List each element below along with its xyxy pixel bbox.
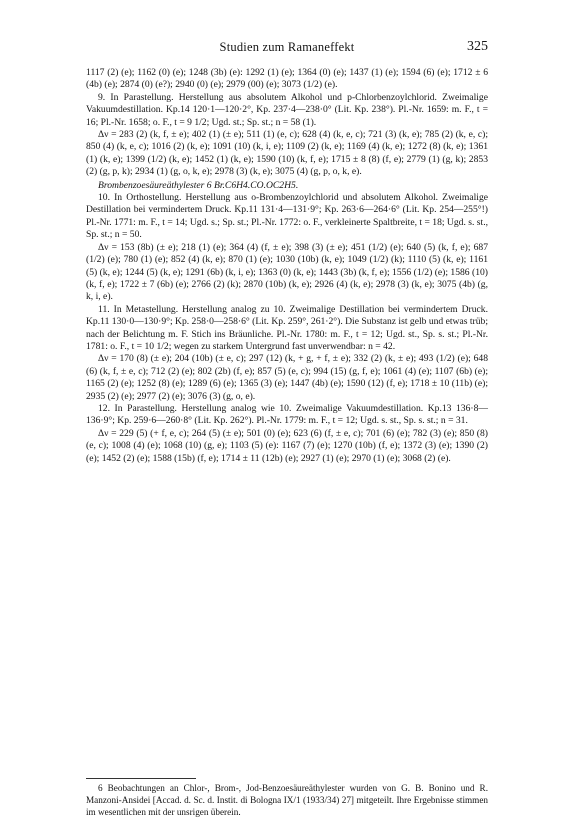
paragraph-compound-11-raman-lines: Δν = 170 (8) (± e); 204 (10b) (± e, c); 297 (12) (k, + g, + f, ± e); 332 (2) (k, ± e); 493 (1/2) (e); 648 (6) (k, f, ± e, c); 712 (2) (e); 802 (2b) (f, e); 857 (5) (e, c); 994 (15) (g, f, e); 1061 (4) (e); 1107 (6b) (e); 1165 (2) (e); 1252 (8) (e); 1289 (6) (e); 1365 (3) (e); 1447 (4b) (e); 1590 (12) (f, e); 1718 ± 10 (11b) (e); 2935 (2) (e); 2977 (2) (e); 3076 (3) (g, o, e). [86, 353, 488, 402]
body-text [86, 67, 488, 465]
section-heading-brombenzoesaeureaethylester: Brombenzoesäureäthylester 6 Br.C6H4.CO.OC2H5. [98, 179, 299, 191]
paragraph-compound-9-raman-lines: Δν = 283 (2) (k, f, ± e); 402 (1) (± e); 511 (1) (e, c); 628 (4) (k, e, c); 721 (3) (k, e); 785 (2) (k, e, c); 850 (4) (k, e, c); 1016 (2) (k, e); 1091 (10) (k, i, e); 1109 (2) (k, e); 1169 (4) (k, e); 1272 (8) (k, e); 1361 (1) (k, e); 1399 (1/2) (k, e); 1452 (1) (k, e); 1590 (10) (k, f, e); 1715 ± 8 (8) (f, e); 2779 (1) (g, k); 2853 (2) (g, p, k); 2934 (1) (g, o, k, e); 2978 (3) (k, e); 3075 (4) (g, p, o, k, e). [86, 129, 488, 178]
paragraph-compound-10-preparation: 10. In Orthostellung. Herstellung aus o-Brombenzoylchlorid und absolutem Alkohol. Zweimalige Destillation bei vermindertem Druck. Kp.11 131·4—131·9°; Kp. 263·6—264·6° (Lit. Kp. 254—255°!) Pl.-Nr. 1771: m. F., t = 14; Ugd. s.; Sp. st.; Pl.-Nr. 1772: o. F., verkleinerte Spaltbreite, t = 18; Ugd. s. st., Sp. st.; n = 50. [86, 192, 488, 241]
paragraph-compound-11-preparation: 11. In Metastellung. Herstellung analog zu 10. Zweimalige Destillation bei vermindertem Druck. Kp.11 130·0—130·9°; Kp. 258·0—258·6° (Lit. Kp. 259°, 261·2°). Die Substanz ist gelb und etwas trüb; nach der Belichtung m. F. Stich ins Bräunliche. Pl.-Nr. 1780: m. F., t = 12; Ugd. st., Sp. s. st.; Pl.-Nr. 1781: o. F., t = 10 1/2; wegen zu starkem Untergrund fast unverwendbar: n = 42. [86, 303, 488, 352]
page-header [86, 40, 488, 56]
page-number: 325 [467, 39, 488, 54]
paragraph-compound-10-raman-lines: Δν = 153 (8b) (± e); 218 (1) (e); 364 (4) (f, ± e); 398 (3) (± e); 451 (1/2) (e); 640 (5) (k, f, e); 687 (1/2) (e); 780 (1) (e); 852 (4) (k, e); 870 (1) (e); 1030 (10b) (k, e); 1049 (1/2) (k); 1110 (5) (k, e); 1161 (5) (k, e); 1244 (5) (k, e); 1291 (6b) (k, i, e); 1363 (0) (k, e); 1443 (3b) (k, f, e); 1556 (1/2) (e); 1586 (10) (k, f, e); 1722 ± 7 (6b) (e); 2766 (2) (k); 2870 (10b) (k, e); 2926 (4) (k, e); 2978 (3) (k, e); 3075 (4b) (g, k, i, e). [86, 241, 488, 303]
paragraph-compound-8-raman-lines-cont: 1117 (2) (e); 1162 (0) (e); 1248 (3b) (e): 1292 (1) (e); 1364 (0) (e); 1437 (1) (e); 1594 (6) (e); 1712 ± 6 (4b) (e); 2874 (0) (e?); 2940 (0) (e); 2979 (00) (e); 3073 (1/2) (e). [86, 67, 488, 91]
paragraph-compound-12-preparation: 12. In Parastellung. Herstellung analog wie 10. Zweimalige Vakuumdestillation. Kp.13 136·8—136·9°; Kp. 259·6—260·8° (Lit. Kp. 262°). Pl.-Nr. 1779: m. F., t = 12; Ugd. s. st., Sp. s. st.; n = 31. [86, 402, 488, 427]
running-title: Studien zum Ramaneffekt [219, 40, 355, 54]
footnote: 6 Beobachtungen an Chlor-, Brom-, Jod-Benzoesäureäthylester wurden von G. B. Bonino und R. Manzoni-Ansidei [Accad. d. Sc. d. Instit. di Bologna IX/1 (1933/34) 27] mitgeteilt. Ihre Ergebnisse stimmen im wesentlichen mit der unsrigen überein. [86, 783, 488, 817]
paragraph-compound-9-preparation: 9. In Parastellung. Herstellung aus absolutem Alkohol und p-Chlorbenzoylchlorid. Zweimalige Vakuumdestillation. Kp.14 120·1—120·2°, Kp. 237·4—238·0° (Lit. Kp. 238°). Pl.-Nr. 1659: m. F., t = 16; Pl.-Nr. 1658; o. F., t = 9 1/2; Ugd. st.; Sp. st.; n = 58 (1). [86, 91, 488, 128]
footnote-divider [86, 778, 196, 779]
paragraph-compound-12-raman-lines: Δν = 229 (5) (+ f, e, c); 264 (5) (± e); 501 (0) (e); 623 (6) (f, ± e, c); 701 (6) (e); 782 (3) (e); 850 (8) (e, c); 1008 (4) (e); 1068 (10) (g, e); 1103 (5) (e): 1167 (7) (e); 1270 (10b) (f, e); 1372 (3) (e); 1390 (2) (e); 1452 (2) (e); 1588 (15b) (f, e); 1714 ± 11 (12b) (e); 2927 (1) (e); 2970 (1) (e); 3068 (2) (e). [86, 427, 488, 464]
